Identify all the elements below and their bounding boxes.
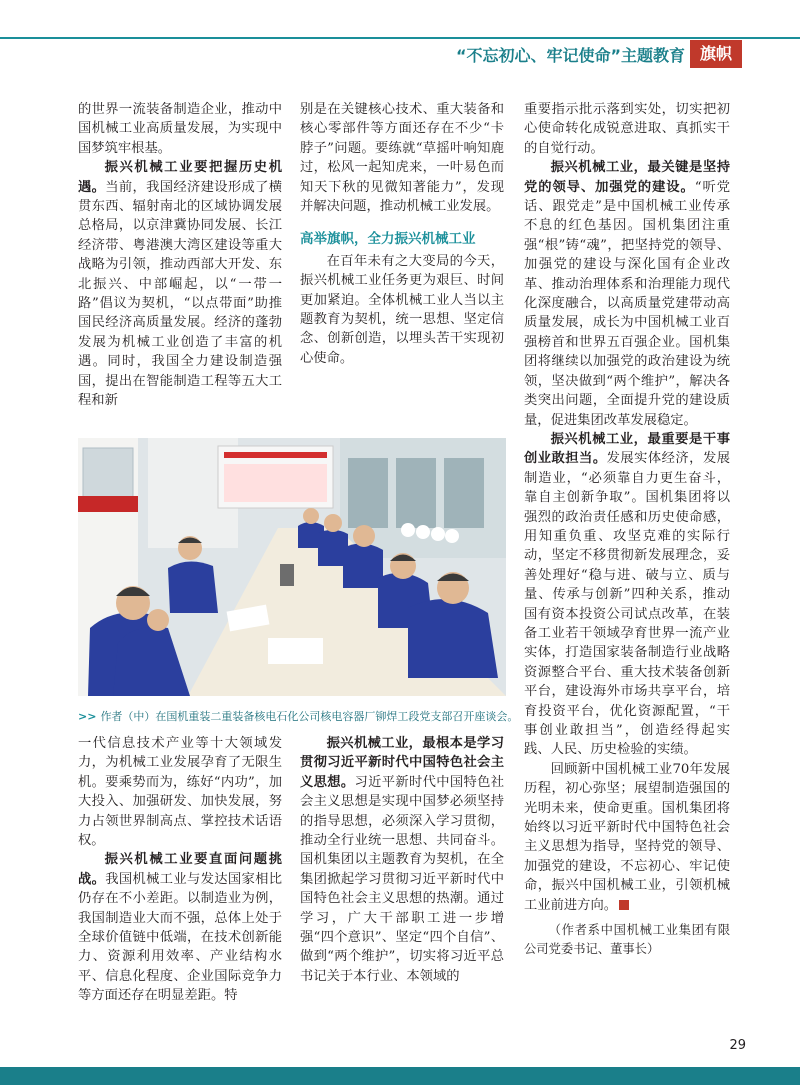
page-number: 29: [729, 1038, 746, 1053]
author-byline: （作者系中国机械工业集团有限公司党委书记、董事长）: [524, 923, 730, 957]
paragraph: 的世界一流装备制造企业，推动中国机械工业高质量发展，为实现中国梦筑牢根基。: [78, 102, 282, 156]
paragraph-body: 回顾新中国机械工业70年发展历程，初心弥坚；展望制造强国的光明未来，使命更重。国机集团将始终以习近平新时代中国特色社会主义思想为指导，坚持党的领导、加强党的建设，不忘初心、牢记使命，振兴中国机械工业，引领机械工业前进方向。: [524, 761, 730, 913]
paragraph: [524, 760, 730, 915]
section-badge-logo: 旗帜: [690, 40, 742, 68]
paragraph: [300, 734, 504, 986]
article-column-1-bottom: [78, 734, 282, 1006]
article-column-2-top: [300, 100, 504, 368]
paragraph-body: 当前，我国经济建设形成了横贯东西、辐射南北的区域协调发展总格局，以京津冀协同发展、长江经济带、粤港澳大湾区建设等重大战略为引领，推动西部大开发、东北振兴、中部崛起，以“一带一路”倡议为契机，“以点带面”助推国民经济高质量发展。经济的蓬勃发展为机械工业创造了丰富的机遇。同时，我国全力建设制造强国，提出在智能制造工程等五大工程和新: [78, 179, 283, 409]
paragraph: 在百年未有之大变局的今天，振兴机械工业任务更为艰巨、时间更加紧迫。全体机械工业人当以主题教育为契机，统一思想、坚定信念、创新创造，以埋头苦干实现初心使命。: [300, 253, 504, 366]
article-column-1-top: [78, 100, 282, 411]
caption-marker-icon: >>: [78, 710, 97, 723]
paragraph-lead: 振兴机械工业，最重要是干事创业敢担当。: [524, 431, 730, 467]
article-column-2-bottom: [300, 734, 504, 986]
paragraph-lead: 振兴机械工业要把握历史机遇。: [78, 160, 282, 195]
paragraph-lead: 振兴机械工业，最关键是坚持党的领导、加强党的建设。: [524, 160, 730, 195]
paragraph: [524, 430, 730, 760]
photo-caption: [78, 708, 518, 724]
paragraph: 一代信息技术产业等十大领域发力，为机械工业发展孕育了无限生机。要乘势而为，练好“内功”，加大投入、加强研发、加快发展，努力占领世界制高点、掌控技术话语权。: [78, 736, 282, 849]
header-rule: [0, 37, 800, 39]
section-heading: 高举旗帜，全力振兴机械工业: [300, 231, 476, 248]
paragraph: [524, 158, 730, 430]
paragraph-body: 发展实体经济，发展制造业，“必须靠自力更生奋斗，靠自主创新争取”。国机集团将以强烈的政治责任感和历史使命感，用知重负重、攻坚克难的实际行动，坚定不移贯彻新发展理念，妥善处理好“稳与进、破与立、质与量、传承与创新”四种关系，推动国有资本投资公司试点改革，在装备工业若干领域孕育世界一流产业实体，打造国家装备制造行业战略资源整合平台、重大技术装备创新平台，建设海外市场共享平台，培育投资平台，优化资源配置，“干事创业敢担当”，创造经得起实践、人民、历史检验的实绩。: [524, 451, 731, 758]
end-mark-icon: [619, 900, 629, 910]
paragraph: [78, 850, 282, 1005]
paragraph: 重要指示批示落到实处，切实把初心使命转化成锐意进取、真抓实干的自觉行动。: [524, 102, 730, 156]
meeting-photo: [78, 438, 506, 696]
paragraph: [78, 158, 282, 410]
section-header-title: “不忘初心、牢记使命”主题教育: [455, 46, 685, 65]
paragraph-body: “听党话、跟党走”是中国机械工业传承不息的红色基因。国机集团注重强“根”铸“魂”，把坚持党的领导、加强党的建设与深化国有企业改革、推动治理体系和治理能力现代化深度融合，以高质量党建带动高质量发展，成长为中国机械工业百强榜首和世界五百强企业。国机集团将继续以加强党的政治建设为统领，坚决做到“两个维护”，解决各类突出问题，全面提升党的建设质量，促进集团改革发展稳定。: [524, 179, 730, 428]
paragraph-lead: 振兴机械工业，最根本是学习贯彻习近平新时代中国特色社会主义思想。: [300, 736, 504, 790]
meeting-photo-illustration: [78, 438, 506, 696]
paragraph-body: 我国机械工业与发达国家相比仍存在不小差距。以制造业为例，我国制造业大而不强，总体上处于全球价值链中低端，在技术创新能力、资源利用效率、产业结构水平、信息化程度、企业国际竞争力等方面还存在明显差距。特: [78, 871, 283, 1004]
paragraph: 别是在关键核心技术、重大装备和核心零部件等方面还存在不少“卡脖子”问题。要练就“草摇叶响知鹿过，松风一起知虎来，一叶易色而知天下秋的见微知著能力”，发现并解决问题，推动机械工业发展。: [300, 102, 504, 215]
paragraph-body: 习近平新时代中国特色社会主义思想是实现中国梦必须坚持的指导思想，必须深入学习贯彻，推动全行业统一思想、共同奋斗。国机集团以主题教育为契机，在全集团掀起学习贯彻习近平新时代中国特色社会主义思想的热潮。通过学习，广大干部职工进一步增强“四个意识”、坚定“四个自信”、做到“两个维护”，切实将习近平总书记关于本行业、本领域的: [300, 774, 505, 984]
paragraph-lead: 振兴机械工业要直面问题挑战。: [78, 852, 282, 887]
article-column-3: [524, 100, 730, 960]
caption-text: 作者（中）在国机重装二重装备核电石化公司核电容器厂铆焊工段党支部召开座谈会。: [100, 710, 519, 723]
footer-bar: [0, 1067, 800, 1085]
